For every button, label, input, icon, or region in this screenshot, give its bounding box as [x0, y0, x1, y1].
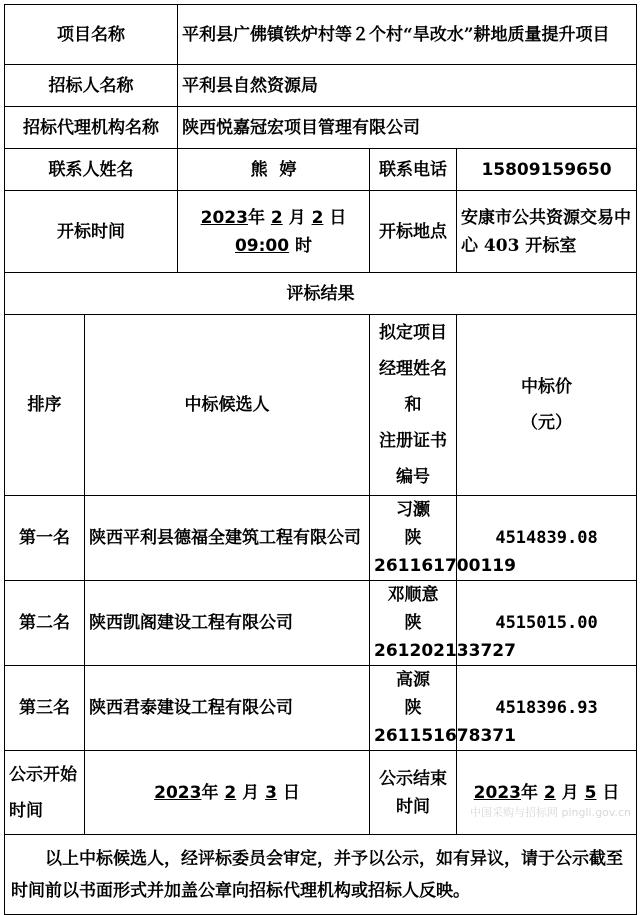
manager-cell: 邓顺意 陕 261202133727 [370, 581, 457, 666]
tenderer-label: 招标人名称 [5, 65, 178, 107]
project-value: 平利县广佛镇铁炉村等２个村“旱改水”耕地质量提升项目 [178, 5, 637, 65]
publicity-row [5, 751, 637, 835]
result-title-row [5, 273, 637, 315]
candidate-header: 中标候选人 [85, 315, 370, 496]
result-title: 评标结果 [5, 273, 637, 315]
price-cell: 4515015.00 [457, 581, 637, 666]
rank-cell: 第一名 [5, 496, 85, 581]
opening-row [5, 191, 637, 273]
price-cell: 4514839.08 [457, 496, 637, 581]
watermark: 中国采购与招标网 pingli.gov.cn [470, 806, 631, 819]
opening-place: 安康市公共资源交易中心 403 开标室 [457, 191, 637, 273]
publicity-start-date: 2023年 2 月 3 日 [85, 751, 370, 835]
rank-header: 排序 [5, 315, 85, 496]
phone-label: 联系电话 [370, 149, 457, 191]
company-cell: 陕西平利县德福全建筑工程有限公司 [85, 496, 370, 581]
tenderer-row [5, 65, 637, 107]
agency-row [5, 107, 637, 149]
manager-cell: 高源 陕 261151678371 [370, 666, 457, 751]
project-label: 项目名称 [5, 5, 178, 65]
rank-cell: 第二名 [5, 581, 85, 666]
opening-date: 2023年 2 月 2 日 [200, 207, 347, 228]
publicity-end-label: 公示结束时间 [370, 751, 457, 835]
company-cell: 陕西君泰建设工程有限公司 [85, 666, 370, 751]
publicity-end-date: 2023年 2 月 5 日 [457, 751, 637, 835]
price-header: 中标价 （元） [457, 315, 637, 496]
opening-label: 开标时间 [5, 191, 178, 273]
opening-time [178, 191, 370, 273]
result-header-row [5, 315, 637, 496]
note-row [5, 835, 637, 915]
contact-label: 联系人姓名 [5, 149, 178, 191]
agency-label: 招标代理机构名称 [5, 107, 178, 149]
manager-header: 拟定项目经理姓名和 注册证书编号 [370, 315, 457, 496]
candidate-row [5, 496, 637, 581]
agency-value: 陕西悦嘉冠宏项目管理有限公司 [178, 107, 637, 149]
company-cell: 陕西凯阁建设工程有限公司 [85, 581, 370, 666]
publicity-start-label: 公示开始时间 [5, 751, 85, 835]
contact-row [5, 149, 637, 191]
contact-value: 熊 婷 [178, 149, 370, 191]
rank-cell: 第三名 [5, 666, 85, 751]
price-cell: 4518396.93 [457, 666, 637, 751]
project-row [5, 5, 637, 65]
bid-result-table [4, 4, 637, 915]
note-text: 以上中标候选人，经评标委员会审定，并予以公示，如有异议，请于公示截至时间前以书面形式并加盖公章向招标代理机构或招标人反映。 [5, 835, 637, 915]
manager-cell: 习灏 陕 261161700119 [370, 496, 457, 581]
candidate-row [5, 581, 637, 666]
phone-value: 15809159650 [457, 149, 637, 191]
candidate-row [5, 666, 637, 751]
tenderer-value: 平利县自然资源局 [178, 65, 637, 107]
opening-hour: 09:00 时 [234, 235, 313, 256]
opening-place-label: 开标地点 [370, 191, 457, 273]
